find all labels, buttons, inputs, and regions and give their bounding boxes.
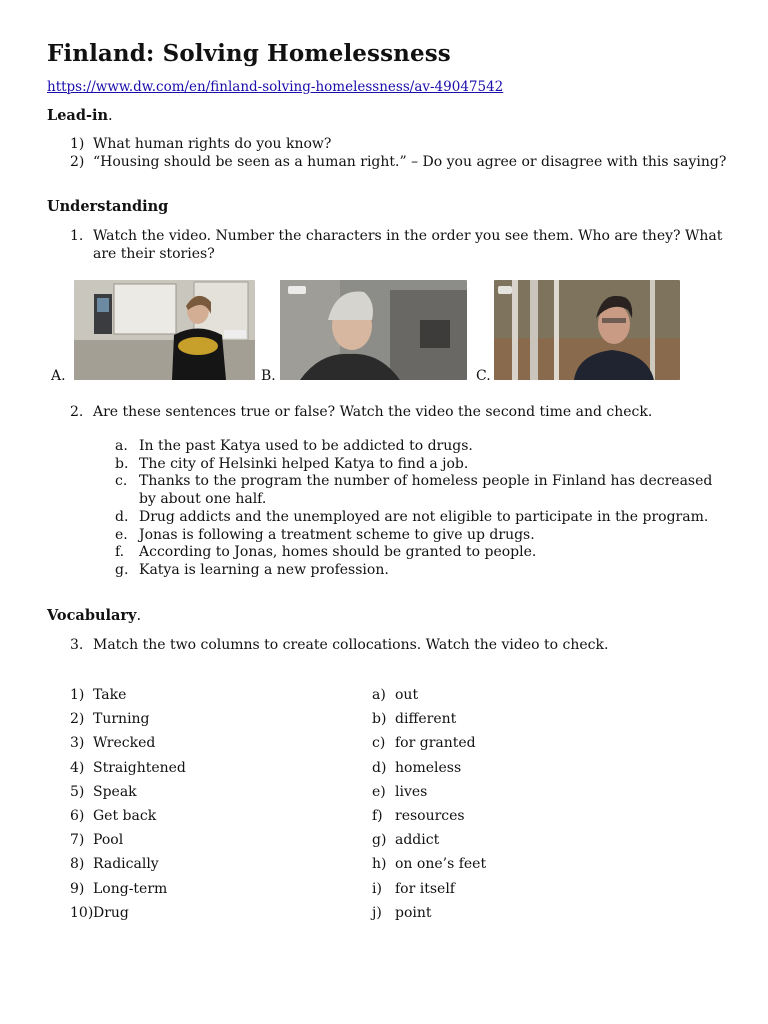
- right-marker: c): [372, 735, 386, 752]
- collocation-left-column: [70, 686, 330, 928]
- right-text: homeless: [395, 759, 462, 776]
- left-text: Drug: [93, 904, 129, 921]
- statement-text: According to Jonas, homes should be granted to people.: [139, 544, 537, 561]
- left-item: [70, 831, 330, 855]
- right-marker: b): [372, 711, 387, 728]
- right-item: [372, 904, 672, 928]
- right-text: on one’s feet: [395, 856, 487, 873]
- right-marker: f): [372, 807, 383, 824]
- right-marker: h): [372, 856, 387, 873]
- figure-label-a: A.: [51, 368, 66, 384]
- left-item: [70, 855, 330, 879]
- understanding-heading: Understanding: [47, 198, 169, 215]
- figure-label-c: C.: [476, 368, 491, 384]
- statement-text: Jonas is following a treatment scheme to give up drugs.: [139, 526, 535, 543]
- statement-item: [115, 473, 715, 508]
- right-item: [372, 831, 672, 855]
- left-marker: 1): [70, 687, 85, 703]
- statement-text: Drug addicts and the unemployed are not eligible to participate in the program.: [139, 508, 709, 525]
- left-text: Take: [93, 687, 127, 703]
- statement-marker: a.: [115, 438, 128, 454]
- statement-text: Katya is learning a new profession.: [139, 561, 389, 578]
- left-item: [70, 807, 330, 831]
- right-item: [372, 783, 672, 807]
- task-marker: 1.: [70, 228, 84, 244]
- right-text: addict: [395, 832, 440, 849]
- statement-text: The city of Helsinki helped Katya to find a job.: [139, 455, 469, 472]
- statement-item: [115, 438, 715, 456]
- leadin-question-text: What human rights do you know?: [93, 136, 332, 152]
- statement-item: [115, 562, 715, 580]
- left-item: [70, 783, 330, 807]
- task-marker: 2.: [70, 404, 84, 420]
- left-text: Speak: [93, 783, 137, 800]
- right-marker: g): [372, 832, 387, 849]
- page-title: Finland: Solving Homelessness: [47, 40, 451, 67]
- right-text: out: [395, 687, 419, 703]
- statement-marker: g.: [115, 561, 129, 578]
- right-item: [372, 880, 672, 904]
- left-marker: 6): [70, 807, 85, 824]
- statement-marker: c.: [115, 473, 128, 490]
- leadin-question-marker: 2): [70, 154, 85, 170]
- vocabulary-heading-text: Vocabulary: [47, 607, 137, 624]
- left-marker: 3): [70, 735, 85, 752]
- statement-marker: d.: [115, 508, 129, 525]
- right-text: different: [395, 711, 457, 728]
- left-marker: 7): [70, 832, 85, 849]
- leadin-question-marker: 1): [70, 136, 85, 152]
- left-marker: 5): [70, 783, 85, 800]
- statement-marker: b.: [115, 455, 129, 472]
- leadin-heading-dot: .: [108, 108, 113, 124]
- figure-label-b: B.: [261, 368, 276, 384]
- task-text: Are these sentences true or false? Watch the video the second time and check.: [93, 404, 653, 420]
- woman-presenter-photo: [74, 280, 255, 380]
- left-item: [70, 710, 330, 734]
- left-marker: 9): [70, 880, 85, 897]
- leadin-heading-text: Lead-in: [47, 107, 109, 124]
- left-item: [70, 759, 330, 783]
- left-text: Get back: [93, 807, 157, 824]
- character-figures: [47, 280, 687, 384]
- leadin-heading: [47, 107, 113, 124]
- left-text: Radically: [93, 856, 159, 873]
- right-text: lives: [395, 783, 428, 800]
- task-marker: 3.: [70, 637, 84, 653]
- vocabulary-heading-dot: .: [136, 608, 142, 624]
- right-item: [372, 855, 672, 879]
- left-text: Straightened: [93, 759, 186, 776]
- true-false-list: [115, 438, 715, 580]
- left-item: [70, 904, 330, 928]
- young-man-beanie-photo: [280, 280, 467, 380]
- right-item: [372, 710, 672, 734]
- left-item: [70, 734, 330, 758]
- statement-text: In the past Katya used to be addicted to drugs.: [139, 438, 473, 454]
- statement-item: [115, 456, 715, 474]
- vocabulary-heading: [47, 607, 141, 624]
- right-item: [372, 734, 672, 758]
- left-item: [70, 686, 330, 710]
- video-link[interactable]: https://www.dw.com/en/finland-solving-homelessness/av-49047542: [47, 79, 504, 95]
- statement-item: [115, 509, 715, 527]
- left-marker: 2): [70, 711, 85, 728]
- right-marker: j): [372, 904, 382, 921]
- right-text: resources: [395, 807, 465, 824]
- left-text: Turning: [93, 711, 150, 728]
- left-text: Long-term: [93, 880, 168, 897]
- right-marker: a): [372, 687, 386, 703]
- task-text: Watch the video. Number the characters in the order you see them. Who are they? What are their stories?: [93, 228, 723, 262]
- statement-item: [115, 544, 715, 562]
- right-marker: d): [372, 759, 387, 776]
- leadin-question-text: “Housing should be seen as a human right.” – Do you agree or disagree with this saying?: [93, 154, 727, 170]
- left-text: Wrecked: [93, 735, 156, 752]
- statement-text: Thanks to the program the number of homeless people in Finland has decreased by about one half.: [139, 473, 713, 508]
- right-item: [372, 686, 672, 710]
- statement-marker: e.: [115, 526, 128, 543]
- right-text: for granted: [395, 735, 476, 752]
- right-text: for itself: [395, 880, 455, 897]
- left-marker: 10): [70, 904, 94, 921]
- left-marker: 4): [70, 759, 85, 776]
- left-text: Pool: [93, 832, 124, 849]
- statement-item: [115, 527, 715, 545]
- woman-forest-photo: [494, 280, 680, 380]
- right-marker: i): [372, 880, 382, 897]
- left-marker: 8): [70, 856, 85, 873]
- left-item: [70, 880, 330, 904]
- statement-marker: f.: [115, 544, 125, 561]
- right-marker: e): [372, 783, 386, 800]
- right-text: point: [395, 904, 432, 921]
- right-item: [372, 759, 672, 783]
- collocation-right-column: [372, 686, 672, 928]
- right-item: [372, 807, 672, 831]
- task-text: Match the two columns to create collocations. Watch the video to check.: [93, 637, 609, 653]
